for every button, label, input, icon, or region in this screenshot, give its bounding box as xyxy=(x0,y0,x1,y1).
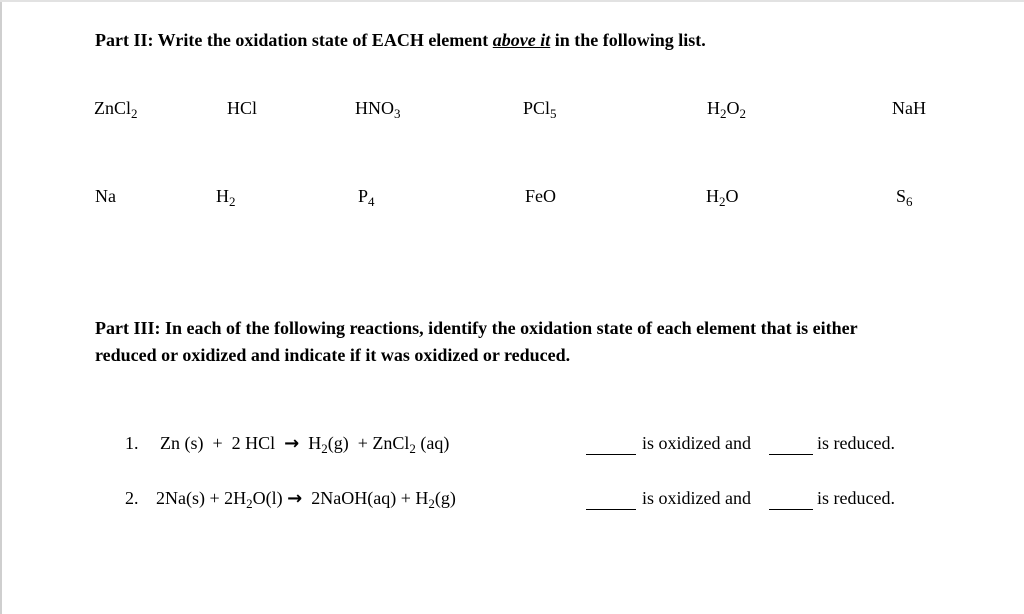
formula-na: Na xyxy=(95,186,116,206)
reaction-1-number: 1. xyxy=(125,433,139,453)
formula-h2o: $H_2O$ xyxy=(706,186,739,209)
formula-hno3: $HNO_3$ xyxy=(355,98,401,121)
part3-heading-line2: reduced or oxidized and indicate if it was oxidized or reduced. xyxy=(95,345,571,365)
formula-s6: $S_6$ xyxy=(896,186,913,209)
formula-feo: FeO xyxy=(525,186,556,206)
formula-zncl2: ZnCl$_2$ xyxy=(94,98,138,121)
formula-h2: $H_2$ xyxy=(216,186,236,209)
arrow-icon: → xyxy=(284,433,300,454)
reaction-1-reduced-text: is reduced. xyxy=(817,433,895,453)
part2-emphasis: above it xyxy=(492,30,551,50)
part2-text-after: in the following list. xyxy=(554,30,706,50)
reaction-2-oxidized-blank[interactable] xyxy=(586,509,636,510)
part3-line1: In each of the following reactions, identify the oxidation state of each element that is either xyxy=(165,318,858,338)
part2-heading xyxy=(95,27,706,54)
part2-label: Part II: xyxy=(95,30,154,50)
part3-label: Part III: xyxy=(95,318,161,338)
formula-h2o2: $H_2O_2$ xyxy=(707,98,746,121)
arrow-icon: → xyxy=(287,488,303,509)
reaction-1-oxidized-text: is oxidized and xyxy=(642,433,751,453)
formula-p4: $P_4$ xyxy=(358,186,375,209)
reaction-2-number: 2. xyxy=(125,488,139,508)
reaction-2-reduced-blank[interactable] xyxy=(769,509,813,510)
reaction-2-reduced-text: is reduced. xyxy=(817,488,895,508)
reaction-2-oxidized-text: is oxidized and xyxy=(642,488,751,508)
formula-hcl: HCl xyxy=(227,98,258,118)
formula-nah: NaH xyxy=(892,98,926,118)
reaction-2-equation: $2Na(s) + 2H_2O(l)$ → 2NaOH(aq) + $H_2(g)$ xyxy=(156,488,456,511)
reaction-1-reduced-blank[interactable] xyxy=(769,454,813,455)
reaction-1-equation: Zn (s) + 2 HCl → $H_2(g)$ + ZnCl$_2$ (aq) xyxy=(160,433,450,456)
part2-text-before: Write the oxidation state of EACH element xyxy=(157,30,489,50)
page-edge-left xyxy=(0,0,2,614)
part3-heading xyxy=(95,315,858,342)
formula-pcl5: PCl$_5$ xyxy=(523,98,557,121)
page-edge-top xyxy=(0,0,1024,2)
reaction-1-oxidized-blank[interactable] xyxy=(586,454,636,455)
